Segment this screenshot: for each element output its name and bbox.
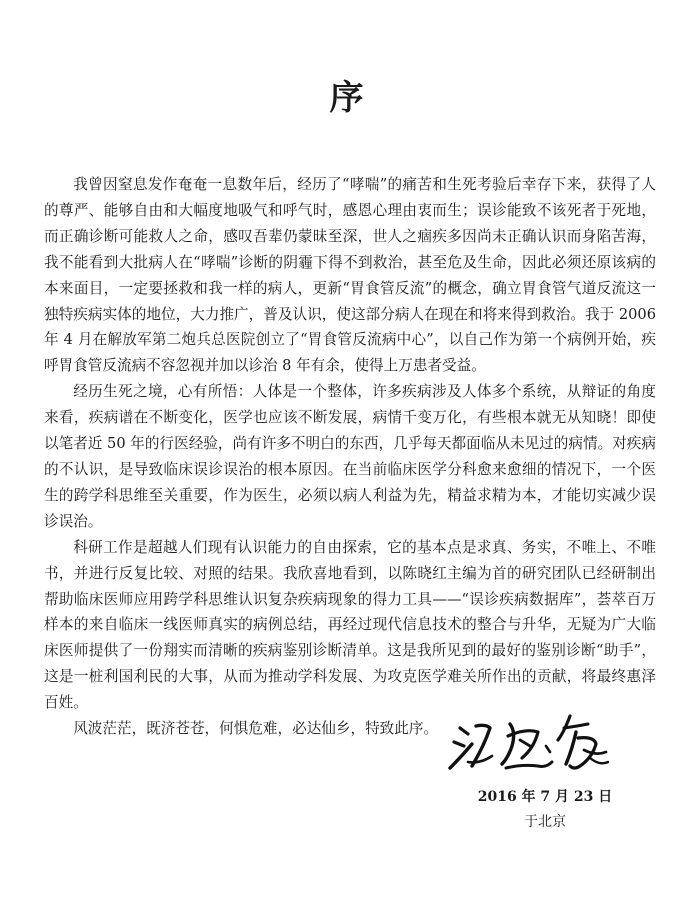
paragraph-3: 科研工作是超越人们现有认识能力的自由探索，它的基本点是求真、务实，不唯上、不唯书，并进行反复比较、对照的结果。我欣喜地看到，以陈晓红主编为首的研究团队已经研制出帮助临床医师应用跨学科思维认识复杂疾病现象的得力工具——“误诊疾病数据库”，荟萃百万样本的来自临床一线医师真实的病例总结，再经过现代信息技术的整合与升华，无疑为广大临床医师提供了一份翔实而清晰的疾病鉴别诊断清单。这是我所见到的最好的鉴别诊断“助手”，这是一桩利国利民的大事，从而为推动学科发展、为攻克医学难关所作出的贡献，将最终惠泽百姓。 bbox=[44, 538, 656, 712]
paragraph-1: 我曾因窒息发作奄奄一息数年后，经历了“哮喘”的痛苦和生死考验后幸存下来，获得了人的尊严、能够自由和大幅度地吸气和呼气时，感恩心理由衷而生；误诊能致不该死者于死地，而正确诊断可能救人之命，感叹吾辈仍蒙昧至深，世人之痼疾多因尚未正确认识而身陷苦海，我不能看到大批病人在“哮喘”诊断的阴霾下得不到救治，甚至危及生命，因此必须还原该病的本来面目，一定要拯救和我一样的病人，更新“胃食管反流”的概念，确立胃食管气道反流这一独特疾病实体的地位，大力推广，普及认识，使这部分病人在现在和将来得到救治。我于 2006 年 4 月在解放军第二炮兵总医院创立了“胃食管反流病中心”，以自己作为第一个病例开始，疾呼胃食管反流病不容忽视并加以诊治 8 年有余，使得上万患者受益。 bbox=[44, 176, 656, 375]
paragraph-2: 经历生死之境，心有所悟：人体是一个整体，许多疾病涉及人体多个系统，从辩证的角度来看，疾病谱在不断变化，医学也应该不断发展，病情千变万化，有些根本就无从知晓！即使以笔者近 50 年的行医经验，尚有许多不明白的东西，几乎每天都面临从未见过的病情。对疾病的不认识，是导致临床误诊误治的根本原因。在当前临床医学分科愈来愈细的情况下，一个医生的跨学科思维至关重要，作为医生，必须以病人利益为先，精益求精为本，才能切实减少误诊误治。 bbox=[44, 383, 656, 530]
page-title: 序 bbox=[329, 78, 366, 118]
paragraph-4: 风波茫茫，既济苍苍，何惧危难，必达仙乡，特致此序。 bbox=[73, 720, 439, 738]
preface-body bbox=[44, 172, 656, 742]
preface-date: 2016 年 7 月 23 日 bbox=[477, 789, 613, 805]
preface-place: 于北京 bbox=[524, 814, 566, 830]
signature-icon bbox=[446, 706, 611, 778]
